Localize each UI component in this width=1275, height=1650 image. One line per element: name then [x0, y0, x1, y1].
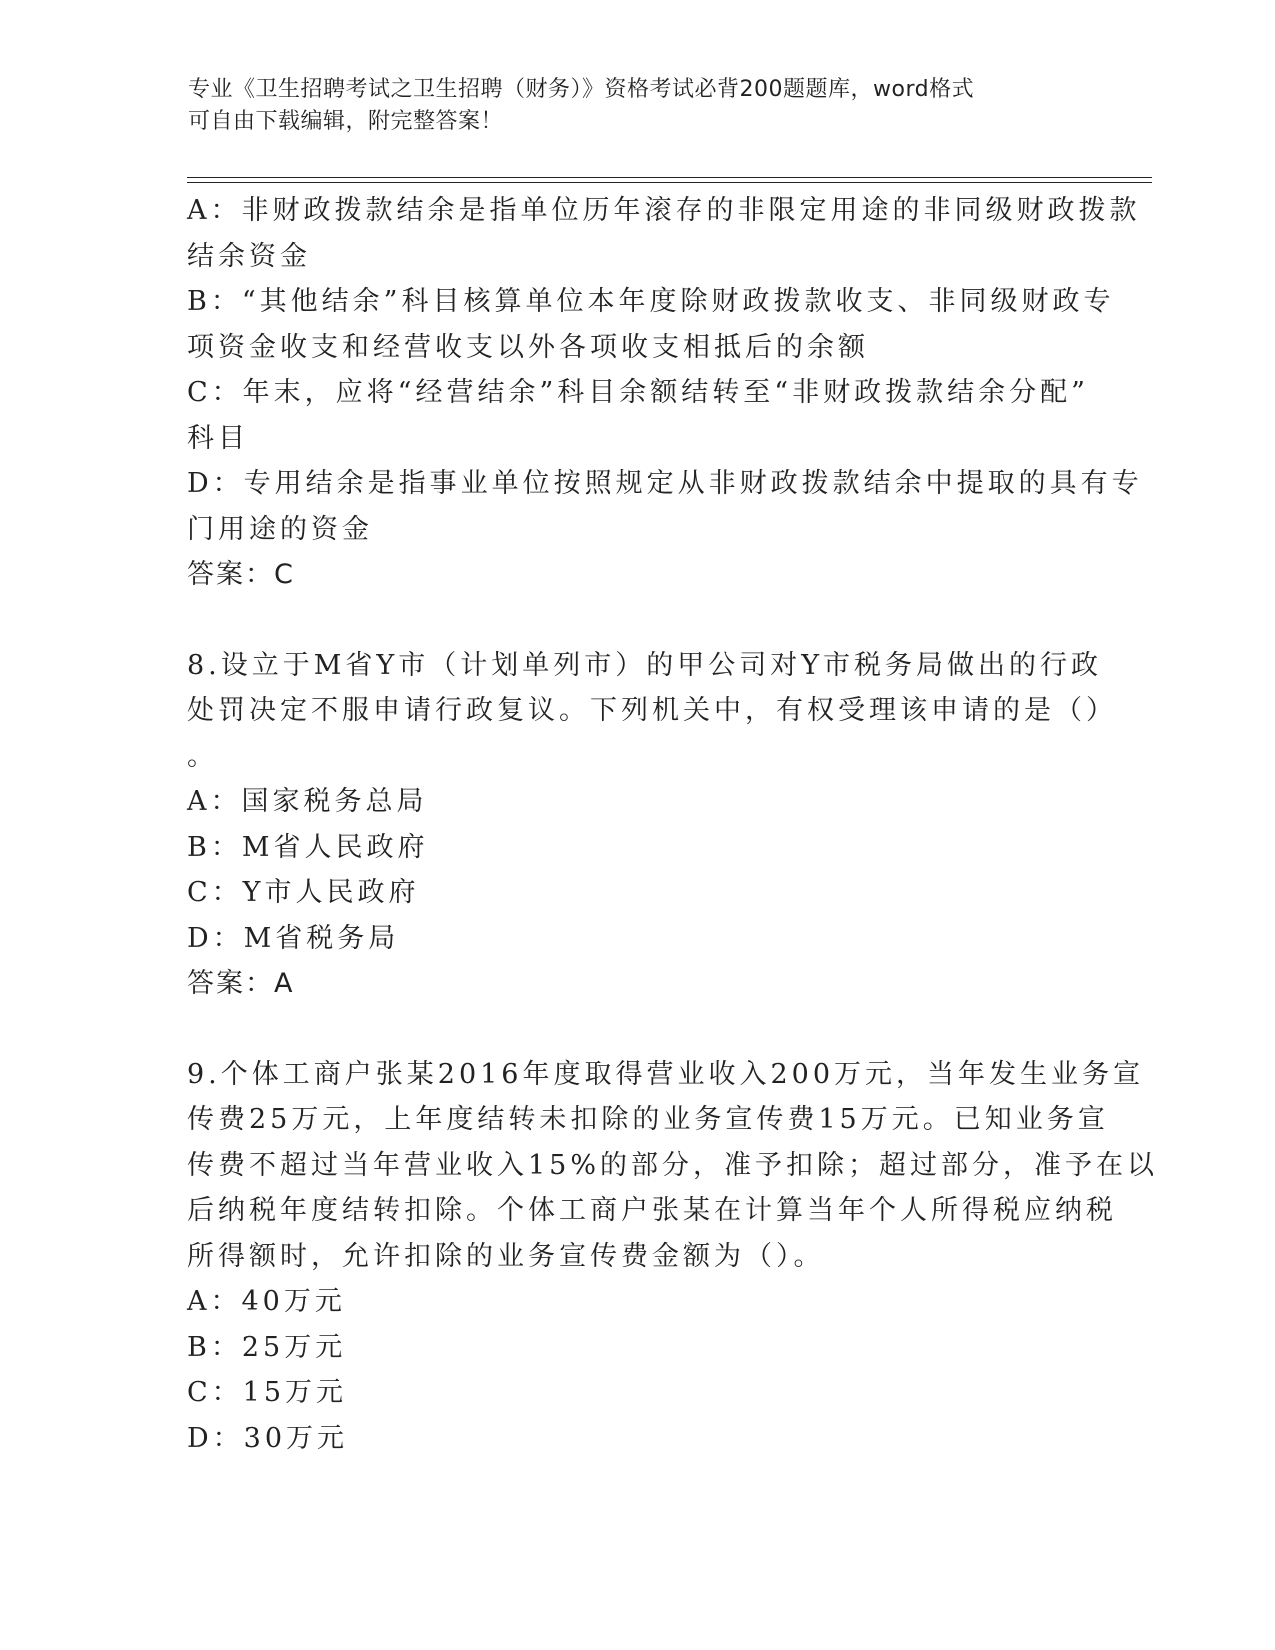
q8-stem-line-2: 处罚决定不服申请行政复议。下列机关中，有权受理该申请的是（）: [187, 695, 1117, 726]
header-line-1: 专业《卫生招聘考试之卫生招聘（财务）》资格考试必背200题题库，word格式: [188, 77, 975, 102]
q9-option-a: A：40万元: [187, 1286, 346, 1317]
q7-option-b-line-1: B：“其他结余”科目核算单位本年度除财政拨款收支、非同级财政专: [187, 286, 1115, 317]
spacer: [187, 598, 1087, 643]
header-rule-bottom: [187, 182, 1152, 183]
header-rule-top: [187, 177, 1152, 178]
q9-stem-line-2: 传费25万元，上年度结转未扣除的业务宣传费15万元。已知业务宣: [187, 1104, 1109, 1135]
q7-option-b-line-2: 项资金收支和经营收支以外各项收支相抵后的余额: [187, 331, 869, 363]
q8-option-c: C：Y市人民政府: [187, 877, 420, 908]
page-header: [188, 74, 1088, 138]
q9-stem-line-4: 后纳税年度结转扣除。个体工商户张某在计算当年个人所得税应纳税: [187, 1195, 1117, 1226]
q8-option-a: A：国家税务总局: [187, 786, 428, 817]
question-content: [187, 188, 1159, 1461]
question-9-block: [187, 1052, 1159, 1462]
q9-option-c: C：15万元: [187, 1377, 348, 1408]
q7-option-c-line-2: 科目: [187, 422, 249, 454]
q7-option-d-line-1: D：专用结余是指事业单位按照规定从非财政拨款结余中提取的具有专: [187, 468, 1143, 499]
q8-stem-line-3: 。: [187, 740, 218, 772]
q9-stem-line-1: 9.个体工商户张某2016年度取得营业收入200万元，当年发生业务宣: [187, 1058, 1145, 1090]
q9-option-d: D：30万元: [187, 1422, 349, 1454]
q9-stem-line-3: 传费不超过当年营业收入15%的部分，准予扣除；超过部分，准予在以: [187, 1149, 1159, 1181]
q9-option-b: B：25万元: [187, 1331, 347, 1363]
q9-stem-line-5: 所得额时，允许扣除的业务宣传费金额为（）。: [187, 1240, 825, 1272]
q8-option-b: B：M省人民政府: [187, 831, 429, 863]
question-8-block: [187, 643, 1117, 1007]
spacer: [187, 1007, 1087, 1052]
q8-answer: 答案：A: [187, 968, 295, 999]
q7-option-a-line-1: A：非财政拨款结余是指单位历年滚存的非限定用途的非同级财政拨款: [187, 195, 1141, 226]
q7-answer: 答案：C: [187, 559, 295, 590]
q7-option-d-line-2: 门用途的资金: [187, 513, 373, 545]
q8-stem-line-1: 8.设立于M省Y市（计划单列市）的甲公司对Y市税务局做出的行政: [187, 649, 1103, 681]
q8-option-d: D：M省税务局: [187, 922, 400, 954]
header-line-2: 可自由下载编辑，附完整答案！: [188, 109, 504, 134]
q7-option-c-line-1: C：年末，应将“经营结余”科目余额结转至“非财政拨款结余分配”: [187, 377, 1089, 408]
question-7-block: [187, 188, 1143, 598]
q7-option-a-line-2: 结余资金: [187, 240, 311, 272]
